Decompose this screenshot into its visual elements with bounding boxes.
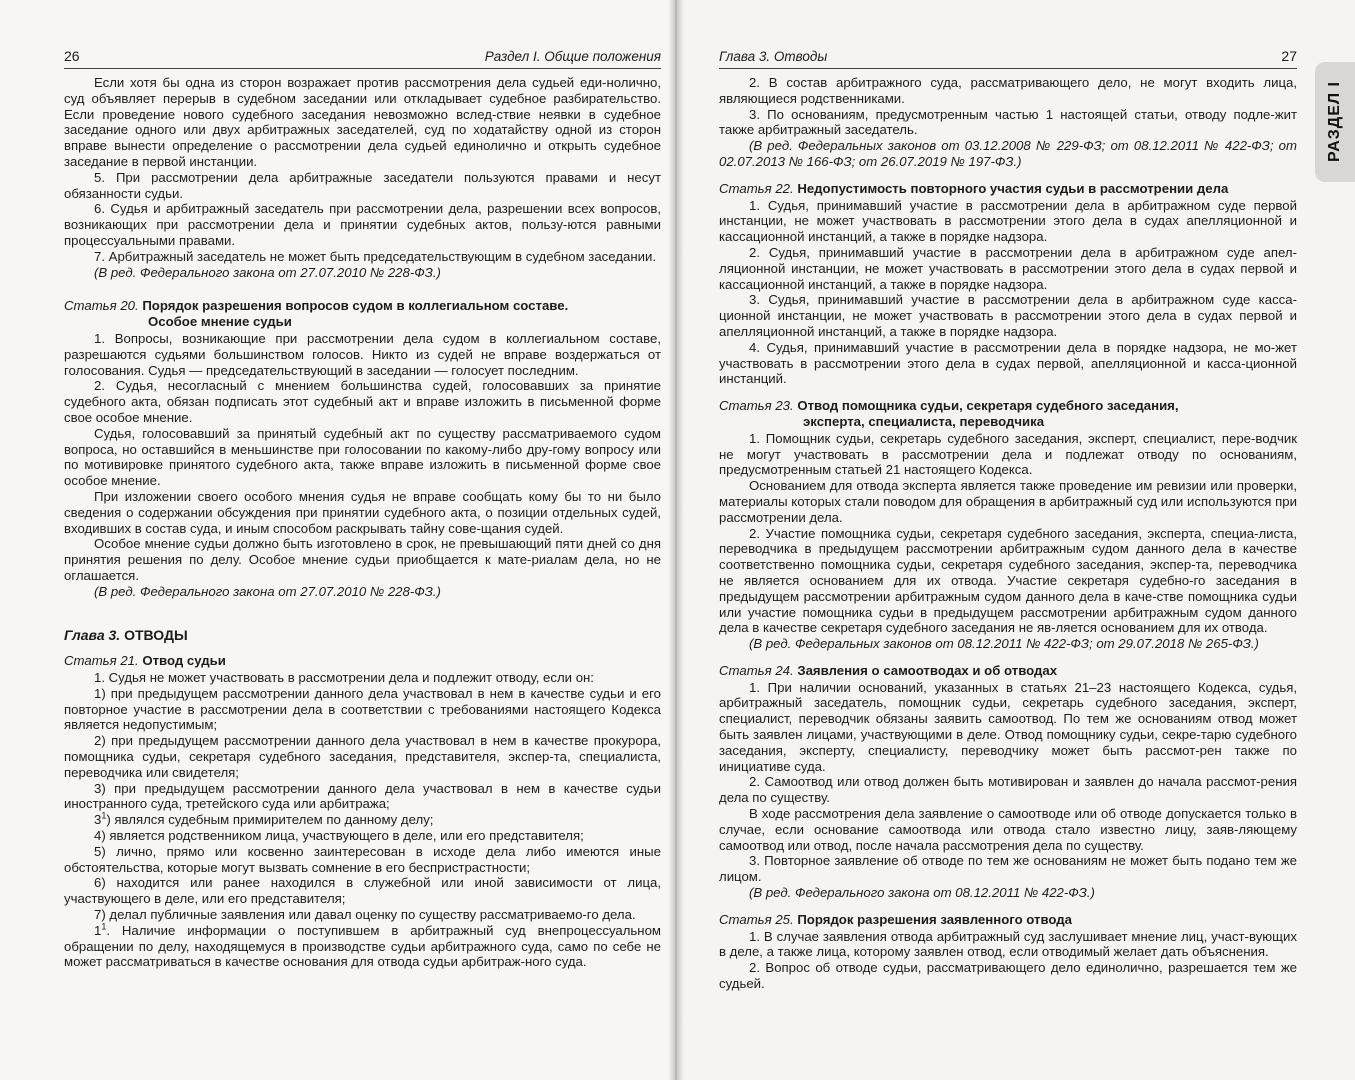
article-21-heading — [64, 653, 661, 669]
paragraph: В ходе рассмотрения дела заявление о самоотводе или об отводе допускается только в случае, если основание самоотвода или отвода стало известно лицу, заяв-ляющему самоотвод или отвод, после начала рассмотрения дела по существу. — [719, 806, 1297, 853]
item-superscript: 1 — [101, 810, 107, 821]
amendment-note: (В ред. Федерального закона от 08.12.2011 № 422-ФЗ.) — [749, 885, 1095, 901]
paragraph: 1. При наличии оснований, указанных в статьях 21–23 настоящего Кодекса, судья, арбитражный заседатель, помощник судьи, секретарь судебного заседания, эксперт, специалист, переводчик обязаны заявить самоотвод. По тем же основаниям отвод может быть заявлен лицами, участвующими в деле. Отвод помощнику судьи, секре-тарю судебного заседания, эксперту, специалисту, переводчику может быть рассмот-рен также по инициативе суда. — [719, 679, 1297, 774]
chapter-label: Глава 3. — [64, 626, 121, 643]
page-number-right: 27 — [1281, 48, 1297, 64]
article-20-heading — [64, 298, 661, 330]
item-text: . Наличие информации о поступившем в арбитражный суд внепроцессуальном обращении по делу, находящемуся в производстве судьи арбитражного суда, само по себе не может рассматриваться в качестве основания для отвода судьи арбитраж-ного суда. — [64, 922, 661, 970]
paragraph: Если хотя бы одна из сторон возражает против рассмотрения дела судьей еди-нолично, суд объявляет перерыв в судебном заседании или откладывает судебное разбирательство. Если проведение нового судебного заседания невозможно вслед-ствие неявки в судебное заседание одного или двух арбитражных заседателей, суд по ходатайству одной из сторон вправе вынести определение о рассмотрении дела судьей единолично и открыть судебное заседание в первой инстанции. — [64, 75, 661, 169]
paragraph: 3. По основаниям, предусмотренным частью 1 настоящей статьи, отводу подле-жит также арбитражный заседатель. — [719, 106, 1297, 138]
paragraph: 2. Участие помощника судьи, секретаря судебного заседания, эксперта, специа-листа, переводчика в предыдущем рассмотрении арбитражным судом данного дела в качестве соответственно помощника судьи, секретаря судебного заседания, экспер-та, переводчика не является основанием для их отвода. Участие секретаря судебно-го заседания в предыдущем рассмотрении арбитражным судом данного дела в каче-стве помощника судьи или участие помощника судьи в предыдущем рассмотрении арбитражным судом данного дела в качестве секретаря судебного заседания не яв-ляется основанием для их отвода. — [719, 525, 1297, 636]
paragraph: 1. Вопросы, возникающие при рассмотрении дела судом в коллегиальном составе, разрешаются судьями большинством голосов. Никто из судей не вправе воздержаться от голосования. Судья — председательствующий в заседании — голосует последним. — [64, 330, 661, 378]
paragraph: 1) при предыдущем рассмотрении данного дела участвовал в нем в качестве судьи и его повторное участие в рассмотрении дела в соответствии с требованиями настоящего Кодекса является недопустимым; — [64, 685, 661, 733]
article-title: Недопустимость повторного участия судьи в рассмотрении дела — [797, 180, 1229, 196]
item-superscript: 1 — [101, 921, 107, 932]
section-tab — [1315, 62, 1355, 182]
paragraph — [64, 923, 661, 970]
paragraph: 1. В случае заявления отвода арбитражный суд заслушивает мнение лиц, участ-вующих в деле, а также лица, которому заявлен отвод, если отводимый желает дать объяснения. — [719, 928, 1297, 960]
book-gutter — [668, 0, 684, 1080]
paragraph: 2. Самоотвод или отвод должен быть мотивирован и заявлен до начала рассмот-рения дела по существу. — [719, 774, 1297, 806]
paragraph: 4. Судья, принимавший участие в рассмотрении дела в порядке надзора, не мо-жет участвовать в рассмотрении этого дела в судах первой, апелляционной и касса-ционной инстанций. — [719, 339, 1297, 387]
article-label: Статья 21. — [64, 653, 139, 669]
paragraph: 1. Судья, принимавший участие в рассмотрении дела в арбитражном суде первой инстанции, не может участвовать в рассмотрении этого дела в судах апелляционной и кассационной инстанций, а также в порядке надзора. — [719, 197, 1297, 245]
chapter-heading — [64, 628, 661, 644]
left-page — [0, 0, 675, 1080]
paragraph: Основанием для отвода эксперта является также проведение им ревизии или проверки, материалы которых стали поводом для обращения в арбитражный суд или используются при рассмотрении дела. — [719, 478, 1297, 525]
paragraph: 2. Судья, несогласный с мнением большинства судей, голосовавших за принятие судебного акта, обязан подписать этот судебный акт и вправе изложить в письменной форме свое особое мнение. — [64, 378, 661, 425]
article-22-heading — [719, 181, 1297, 197]
paragraph: 3. Повторное заявление об отводе по тем же основаниям не может быть подано тем же лицом. — [719, 853, 1297, 885]
item-text: ) являлся судебным примирителем по данному делу; — [106, 812, 434, 828]
item-number: 3 — [94, 812, 102, 828]
article-title: Заявления о самоотводах и об отводах — [797, 662, 1058, 678]
paragraph: 2. Судья, принимавший участие в рассмотрении дела в арбитражном суде апел-ляционной инстанции, не может участвовать в рассмотрении этого дела в судах первой и кассационной инстанций, а также в порядке надзора. — [719, 244, 1297, 292]
amendment-note: (В ред. Федеральных законов от 08.12.2011 № 422-ФЗ; от 29.07.2018 № 265-ФЗ.) — [749, 636, 1259, 652]
article-24-heading — [719, 663, 1297, 679]
running-head-right — [719, 48, 1297, 69]
article-25-heading — [719, 912, 1297, 928]
paragraph: 5. При рассмотрении дела арбитражные заседатели пользуются правами и несут обязанности судьи. — [64, 169, 661, 201]
article-label: Статья 25. — [719, 911, 794, 927]
amendment-note: (В ред. Федерального закона от 27.07.2010 № 228-ФЗ.) — [94, 583, 441, 599]
paragraph: 2. Вопрос об отводе судьи, рассматривающего дело единолично, разрешается тем же судьей. — [719, 960, 1297, 992]
page-number-left: 26 — [64, 48, 80, 64]
amendment-note: (В ред. Федеральных законов от 03.12.2008 № 229-ФЗ; от 08.12.2011 № 422-ФЗ; от 02.07.2013 № 166-ФЗ; от 26.07.2019 № 197-ФЗ.) — [719, 138, 1297, 169]
article-title: Отвод помощника судьи, секретаря судебного заседания, — [797, 398, 1179, 414]
article-label: Статья 24. — [719, 662, 794, 678]
running-title-right: Глава 3. Отводы — [719, 49, 828, 64]
paragraph: 3) при предыдущем рассмотрении данного дела участвовал в нем в качестве судьи иностранного суда, третейского суда или арбитража; — [64, 780, 661, 812]
paragraph: 4) является родственником лица, участвующего в деле, или его представителя; — [94, 828, 584, 844]
amendment-note: (В ред. Федерального закона от 27.07.2010 № 228-ФЗ.) — [94, 264, 441, 280]
right-page-text — [719, 75, 1297, 992]
article-label: Статья 20. — [64, 298, 139, 314]
article-title-cont: Особое мнение судьи — [148, 314, 292, 330]
paragraph: 6) находится или ранее находился в служебной или иной зависимости от лица, участвующего в деле, или его представителя; — [64, 875, 661, 907]
running-head-left — [64, 48, 661, 69]
paragraph: 2. В состав арбитражного суда, рассматривающего дело, не могут входить лица, являющиеся родственниками. — [719, 75, 1297, 106]
article-title: Порядок разрешения вопросов судом в коллегиальном составе. — [142, 298, 569, 314]
article-label: Статья 22. — [719, 180, 794, 196]
paragraph: 3. Судья, принимавший участие в рассмотрении дела в арбитражном суде касса-ционной инстанции, не может участвовать в рассмотрении этого дела в судах первой и апелляционной инстанций, а также в порядке надзора. — [719, 292, 1297, 339]
paragraph: 1. Помощник судьи, секретарь судебного заседания, эксперт, специалист, пере-водчик не могут участвовать в рассмотрении дела и подлежат отводу по основаниям, предусмотренным статьей 21 настоящего Кодекса. — [719, 430, 1297, 478]
paragraph: 2) при предыдущем рассмотрении данного дела участвовал в нем в качестве прокурора, помощника судьи, секретаря судебного заседания, представителя, экспер-та, специалиста, переводчика или свидетеля; — [64, 733, 661, 780]
chapter-title: ОТВОДЫ — [124, 626, 188, 643]
article-title: Порядок разрешения заявленного отвода — [797, 911, 1072, 927]
paragraph: 7. Арбитражный заседатель не может быть председательствующим в судебном заседании. — [94, 248, 657, 264]
paragraph: При изложении своего особого мнения судья не вправе сообщать кому бы то ни было сведения о содержании обсуждения при принятии судебного акта, о позиции отдельных судей, входивших в состав суда, и иным способом раскрывать тайну сове-щания судей. — [64, 488, 661, 536]
paragraph: 6. Судья и арбитражный заседатель при рассмотрении дела, разрешении всех вопросов, возникающих при рассмотрении дела и принятии судебных актов, пользу-ются равными процессуальными правами. — [64, 201, 661, 248]
paragraph: 5) лично, прямо или косвенно заинтересован в исходе дела либо имеются иные обстоятельства, которые могут вызвать сомнение в его беспристрастности; — [64, 843, 661, 875]
running-title-left: Раздел I. Общие положения — [484, 49, 661, 64]
article-23-heading — [719, 398, 1297, 430]
paragraph — [64, 812, 661, 828]
right-page — [677, 0, 1355, 1080]
item-number: 1 — [94, 922, 102, 938]
section-tab-label: РАЗДЕЛ I — [1326, 81, 1343, 163]
paragraph: Особое мнение судьи должно быть изготовлено в срок, не превышающий пяти дней со дня принятия решения по делу. Особое мнение судьи приобщается к мате-риалам дела, но не оглашается. — [64, 536, 661, 583]
article-title-cont: эксперта, специалиста, переводчика — [803, 413, 1045, 429]
paragraph: 1. Судья не может участвовать в рассмотрении дела и подлежит отводу, если он: — [94, 670, 594, 686]
article-label: Статья 23. — [719, 398, 794, 414]
article-title: Отвод судьи — [142, 653, 226, 669]
paragraph: 7) делал публичные заявления или давал оценку по существу рассматриваемо-го дела. — [94, 907, 636, 923]
left-page-text — [64, 75, 661, 970]
paragraph: Судья, голосовавший за принятый судебный акт по существу рассматриваемого судом вопроса, но оставшийся в меньшинстве при голосовании по какому-либо дру-гому вопросу или по мотивировке принятого судебного акта, также вправе изложить в письменной форме свое особое мнение. — [64, 425, 661, 489]
